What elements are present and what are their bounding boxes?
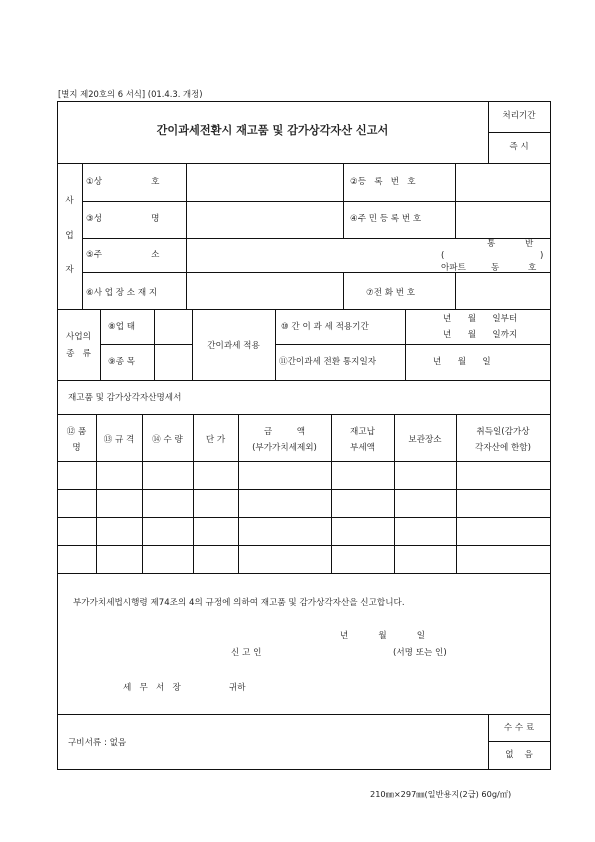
form-number-note: [별지 제20호의 6 서식] (01.4.3. 개정): [58, 89, 203, 99]
unit-price-cell[interactable]: [194, 462, 238, 489]
processing-period-label: 처리기간: [502, 111, 536, 121]
item-cell[interactable]: [58, 546, 96, 573]
address-paren-open: (: [441, 251, 445, 261]
col-unit-price: 단 가: [205, 435, 226, 445]
name-field[interactable]: [187, 202, 343, 238]
section-char: 업: [65, 231, 74, 241]
spec-cell[interactable]: [97, 462, 142, 489]
amount-cell[interactable]: [239, 462, 331, 489]
fee-label: 수 수 료: [503, 723, 535, 733]
category-field[interactable]: [155, 310, 192, 344]
col-amount-a: 금 액: [263, 427, 306, 437]
col-tax-b: 부세액: [350, 443, 375, 453]
address-dong: 동: [491, 263, 500, 273]
tax-cell[interactable]: [332, 518, 394, 545]
item-cell[interactable]: [58, 518, 96, 545]
col-spec: ⑬ 규 격: [103, 435, 135, 445]
tax-cell[interactable]: [332, 546, 394, 573]
address-paren-close: ): [540, 251, 544, 261]
reg-number-label: ②등 록 번 호: [350, 177, 416, 187]
tax-cell[interactable]: [332, 490, 394, 517]
declaration-statement: 부가가치세법시행령 제74조의 4의 규정에 의하여 재고품 및 감가상각자산을 신고합니다.: [73, 598, 405, 608]
address-ban: 반: [525, 239, 534, 249]
storage-cell[interactable]: [395, 490, 456, 517]
address-ho: 호: [528, 263, 537, 273]
form-title: 간이과세전환시 재고품 및 감가상각자산 신고서: [156, 124, 389, 137]
col-item-a: ⑫ 품: [66, 427, 87, 437]
business-type-label-2: 종 류: [66, 349, 91, 359]
col-amount-b: (부가가치세제외): [252, 443, 317, 453]
col-item-b: 명: [72, 443, 81, 453]
acq-date-cell[interactable]: [457, 518, 550, 545]
processing-period-value: 즉 시: [509, 142, 529, 152]
storage-cell[interactable]: [395, 546, 456, 573]
section-char: 사: [65, 196, 74, 206]
unit-price-cell[interactable]: [194, 518, 238, 545]
sign-note: (서명 또는 인): [393, 648, 447, 658]
address-tong: 통: [487, 239, 496, 249]
item-field[interactable]: [155, 345, 192, 380]
reporter-label: 신 고 인: [231, 648, 262, 658]
storage-cell[interactable]: [395, 518, 456, 545]
phone-label: ⑦전 화 번 호: [366, 288, 416, 298]
paper-size-note: 210㎜×297㎜(일반용지(2급) 60g/㎡): [370, 789, 512, 799]
address-apt: 아파트: [441, 263, 466, 273]
notice-date-value: 년 월 일: [433, 357, 491, 367]
col-acq-b: 각자산에 한함): [475, 443, 531, 453]
qty-cell[interactable]: [143, 546, 193, 573]
notice-date-label: ⑪간이과세 전환 통지일자: [279, 357, 377, 367]
amount-cell[interactable]: [239, 490, 331, 517]
period-from: 년 월 일부터: [443, 314, 518, 324]
declaration-date: 년 월 일: [340, 631, 426, 641]
qty-cell[interactable]: [143, 462, 193, 489]
fee-value: 없 음: [505, 750, 533, 760]
acq-date-cell[interactable]: [457, 546, 550, 573]
inventory-section-title: 재고품 및 감가상각자산명세서: [68, 393, 182, 403]
period-to: 년 월 일까지: [443, 330, 518, 340]
resident-number-field[interactable]: [456, 202, 550, 238]
section-char: 자: [65, 265, 74, 275]
business-location-label: ⑥사 업 장 소 재 지: [86, 288, 158, 298]
tax-office-label: 세 무 서 장: [123, 683, 181, 693]
simplified-apply-label: 간이과세 적용: [207, 341, 260, 351]
spec-cell[interactable]: [97, 490, 142, 517]
apply-period-label: ⑩ 간 이 과 세 적용기간: [281, 322, 369, 332]
name-label: ③성 명: [86, 214, 160, 224]
attachments-note: 구비서류 : 없음: [68, 738, 127, 748]
amount-cell[interactable]: [239, 546, 331, 573]
col-acq-a: 취득일(감가상: [476, 427, 530, 437]
business-location-field[interactable]: [187, 273, 343, 309]
col-tax-a: 재고납: [350, 427, 375, 437]
qty-cell[interactable]: [143, 490, 193, 517]
acq-date-cell[interactable]: [457, 462, 550, 489]
spec-cell[interactable]: [97, 546, 142, 573]
amount-cell[interactable]: [239, 518, 331, 545]
category-label: ⑧업 태: [108, 322, 136, 332]
item-cell[interactable]: [58, 490, 96, 517]
unit-price-cell[interactable]: [194, 546, 238, 573]
phone-field[interactable]: [456, 273, 550, 309]
col-storage: 보관장소: [408, 435, 442, 445]
item-label: ⑨종 목: [108, 357, 136, 367]
trade-name-label: ①상 호: [86, 177, 160, 187]
reg-number-field[interactable]: [456, 164, 550, 201]
storage-cell[interactable]: [395, 462, 456, 489]
reporter-field[interactable]: [280, 644, 380, 660]
qty-cell[interactable]: [143, 518, 193, 545]
acq-date-cell[interactable]: [457, 490, 550, 517]
tax-cell[interactable]: [332, 462, 394, 489]
business-type-label-1: 사업의: [66, 332, 91, 342]
resident-number-label: ④주 민 등 록 번 호: [350, 214, 422, 224]
unit-price-cell[interactable]: [194, 490, 238, 517]
honorific: 귀하: [229, 683, 246, 693]
trade-name-field[interactable]: [187, 164, 343, 201]
item-cell[interactable]: [58, 462, 96, 489]
col-qty: ⑭ 수 량: [152, 435, 183, 445]
spec-cell[interactable]: [97, 518, 142, 545]
address-label: ⑤주 소: [86, 250, 160, 260]
